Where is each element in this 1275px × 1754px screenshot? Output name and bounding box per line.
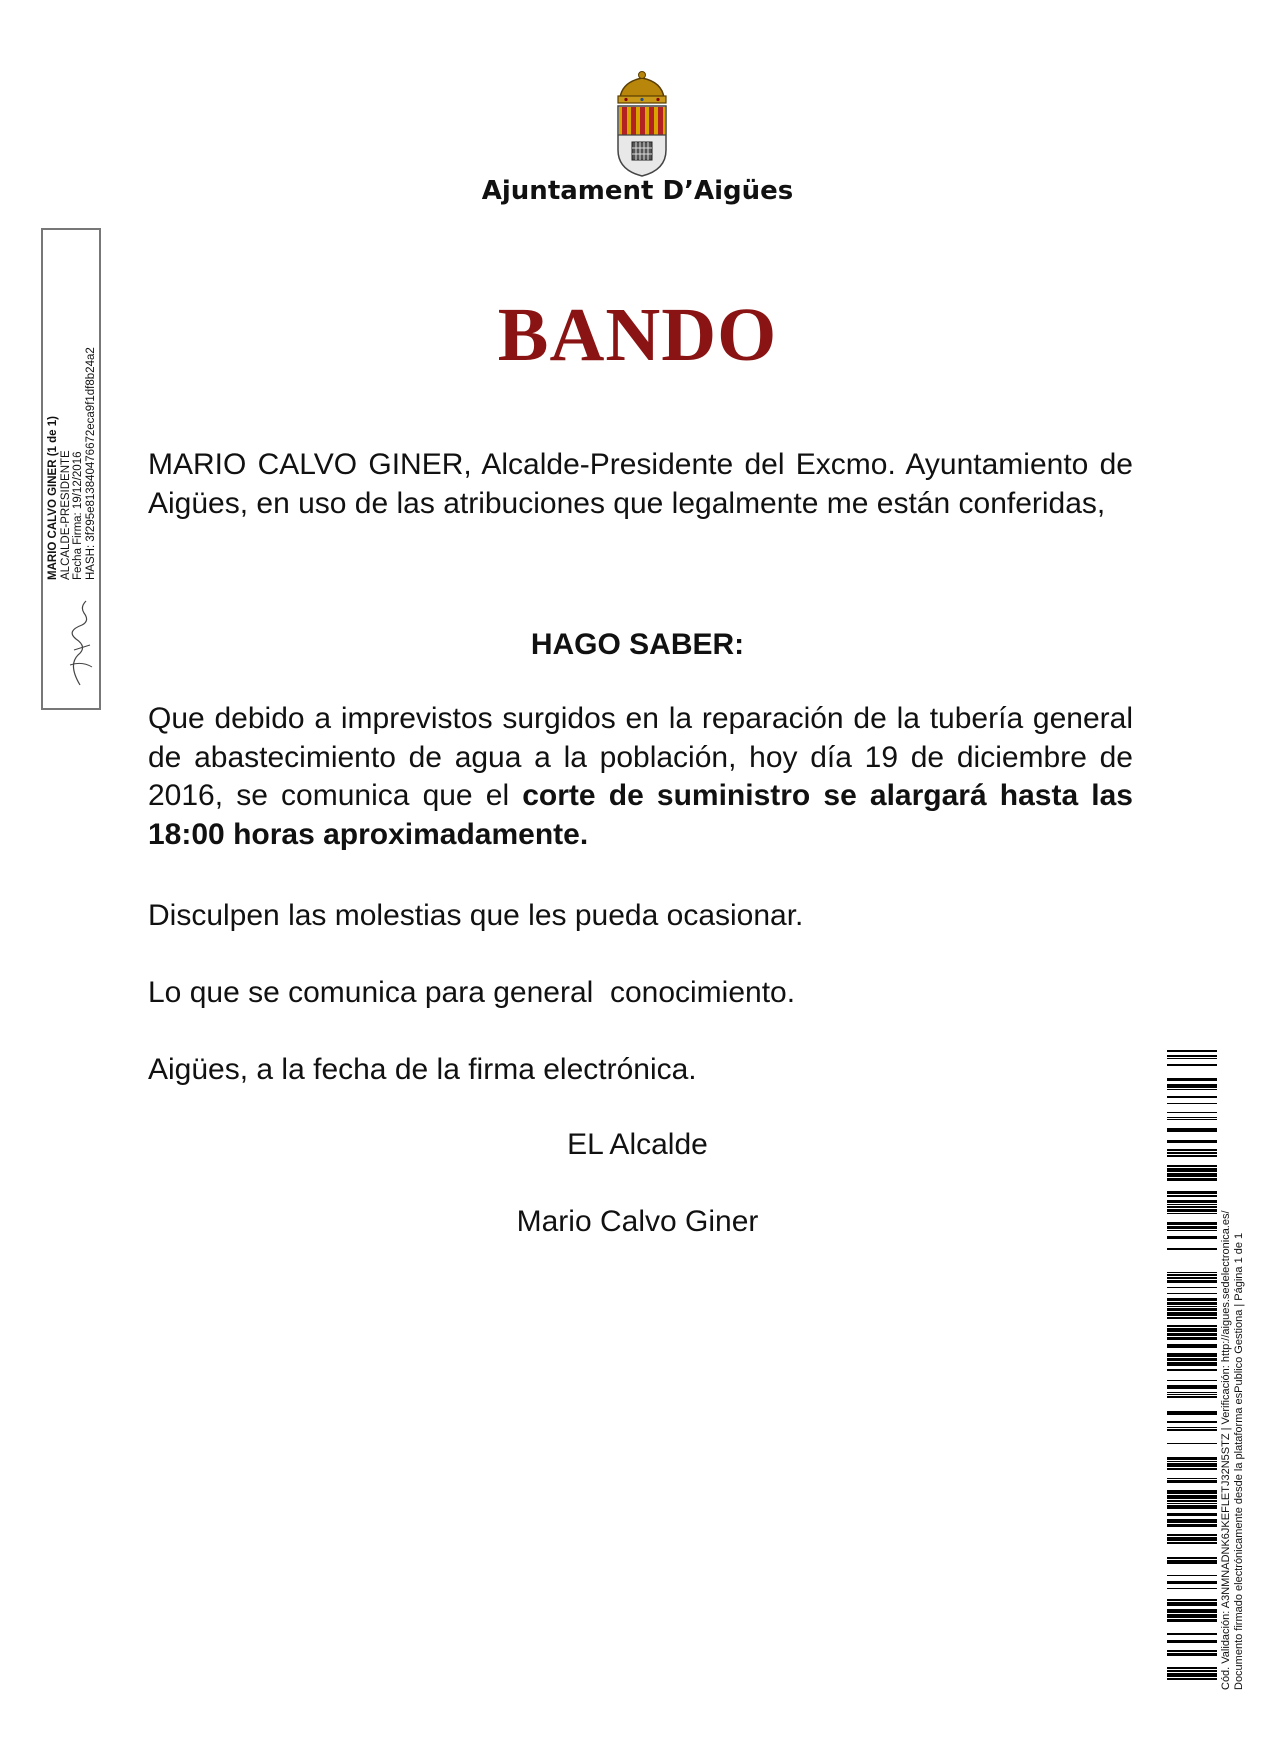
signature-role-line: ALCALDE-PRESIDENTE: [59, 450, 72, 580]
place-date-paragraph: Aigües, a la fecha de la firma electrónica.: [148, 1053, 697, 1086]
handwritten-signature-icon: [60, 595, 100, 690]
barcode-icon: [1167, 1050, 1217, 1685]
notice-highlight: corte de suministro se alargará hasta las 18:00 horas aproximadamente.: [148, 779, 1133, 851]
signature-hash-line: HASH: 3f295e813840476672eca9f1df8b24a2: [84, 347, 97, 580]
verification-line-1: Cód. Validación: A3NMNADNK6JKEFLETJ32N5STZ | Verificación: http://aigues.sedelectronica.es/: [1220, 1210, 1232, 1690]
signer-role: EL Alcalde: [567, 1128, 708, 1161]
signer-name: Mario Calvo Giner: [516, 1205, 759, 1238]
signature-name-line: MARIO CALVO GINER (1 de 1): [47, 416, 59, 580]
intro-paragraph: MARIO CALVO GINER, Alcalde-Presidente del Excmo. Ayuntamiento de Aigües, en uso de las atribuciones que legalmente me están conferidas,: [148, 448, 1133, 520]
municipality-name: Ajuntament D’Aigües: [481, 176, 794, 206]
coat-of-arms-icon: [612, 68, 672, 178]
notice-text: Que debido a imprevistos surgidos en la reparación de la tubería general de abastecimiento de agua a la población, hoy día 19 de diciembre de 2016, se comunica que el: [148, 702, 1133, 812]
verification-line-2: Documento firmado electrónicamente desde la plataforma esPublico Gestiona | Página 1 de 1: [1232, 1232, 1245, 1690]
apology-paragraph: Disculpen las molestias que les pueda ocasionar.: [148, 899, 804, 932]
notice-paragraph: [148, 700, 1133, 854]
communication-paragraph: Lo que se comunica para general conocimiento.: [148, 976, 796, 1009]
document-title: BANDO: [497, 293, 778, 377]
verification-text: [1220, 1090, 1245, 1690]
signature-date-line: Fecha Firma: 19/12/2016: [72, 451, 84, 580]
announce-heading: HAGO SABER:: [530, 628, 745, 661]
signature-stamp-text: [47, 330, 97, 580]
